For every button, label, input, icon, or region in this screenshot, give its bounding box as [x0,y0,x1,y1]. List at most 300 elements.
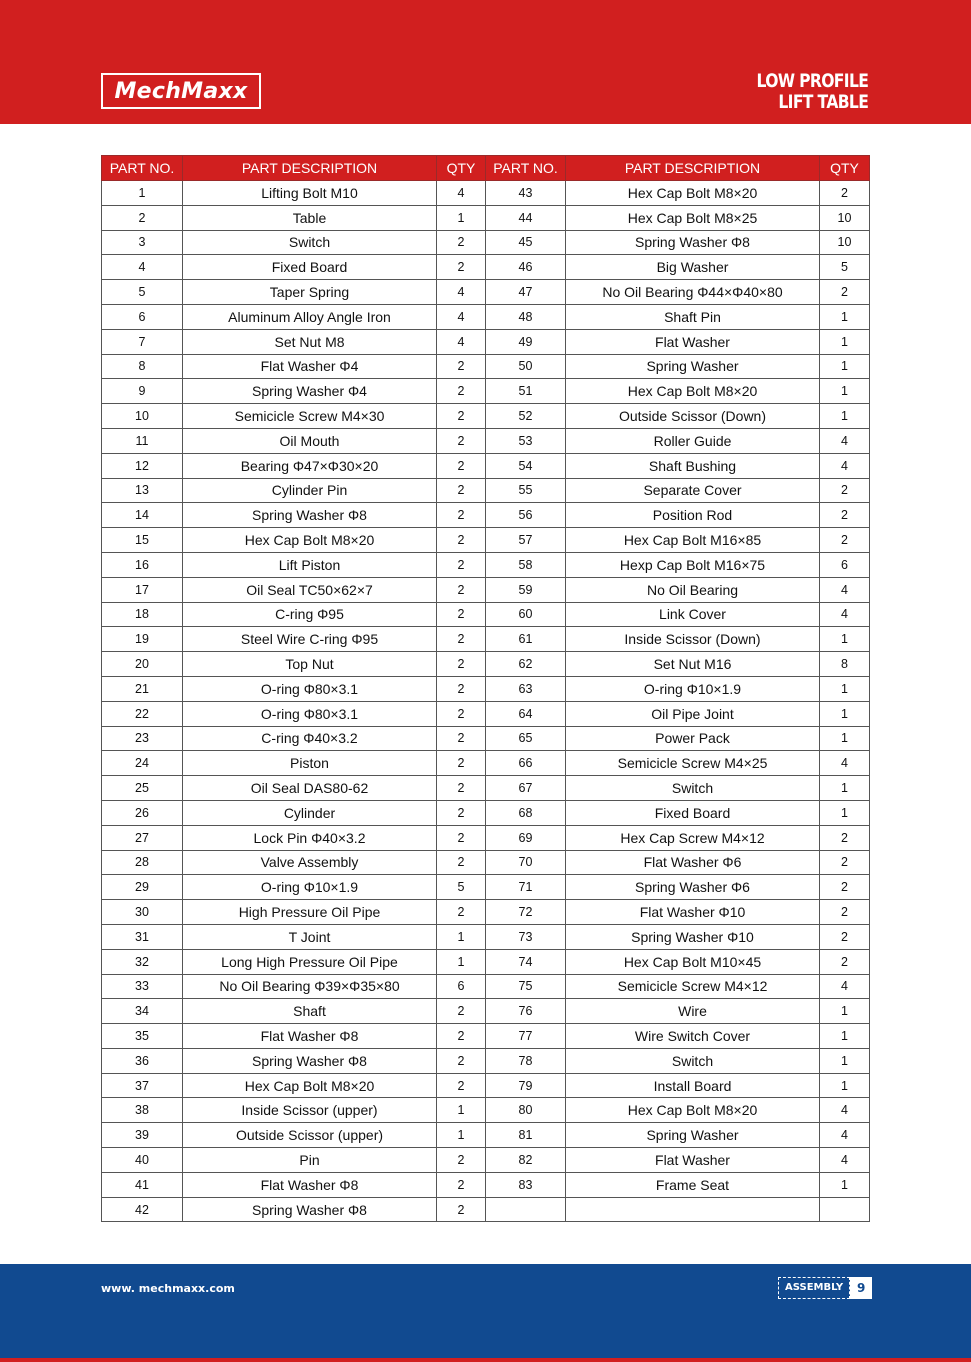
description-cell-left: Cylinder Pin [183,478,437,503]
part-no-cell-right [486,1197,566,1222]
part-no-cell-left: 5 [102,280,183,305]
part-no-cell-left: 4 [102,255,183,280]
part-no-cell-left: 42 [102,1197,183,1222]
part-no-cell-right: 60 [486,602,566,627]
qty-cell-left: 2 [437,850,486,875]
header-part-no-right: PART NO. [486,156,566,181]
part-no-cell-right: 62 [486,652,566,677]
part-no-cell-left: 34 [102,999,183,1024]
description-cell-left: O-ring Φ10×1.9 [183,875,437,900]
table-row [102,280,870,305]
table-row [102,825,870,850]
qty-cell-right: 2 [820,503,870,528]
description-cell-right: Hexp Cap Bolt M16×75 [566,552,820,577]
part-no-cell-right: 54 [486,453,566,478]
qty-cell-right: 1 [820,1073,870,1098]
qty-cell-left: 2 [437,627,486,652]
qty-cell-left: 2 [437,900,486,925]
part-no-cell-left: 12 [102,453,183,478]
description-cell-left: Flat Washer Φ8 [183,1172,437,1197]
part-no-cell-left: 20 [102,652,183,677]
header-qty-right: QTY [820,156,870,181]
qty-cell-right: 1 [820,379,870,404]
part-no-cell-right: 68 [486,800,566,825]
part-no-cell-right: 57 [486,528,566,553]
description-cell-left: Spring Washer Φ8 [183,503,437,528]
table-row [102,974,870,999]
part-no-cell-left: 30 [102,900,183,925]
part-no-cell-left: 33 [102,974,183,999]
part-no-cell-left: 16 [102,552,183,577]
description-cell-right: Spring Washer Φ6 [566,875,820,900]
part-no-cell-right: 78 [486,1048,566,1073]
qty-cell-left: 1 [437,924,486,949]
table-row [102,453,870,478]
description-cell-left: Spring Washer Φ8 [183,1048,437,1073]
part-no-cell-left: 15 [102,528,183,553]
qty-cell-right: 10 [820,205,870,230]
part-no-cell-right: 66 [486,751,566,776]
qty-cell-left: 2 [437,230,486,255]
qty-cell-right: 1 [820,329,870,354]
qty-cell-left: 2 [437,800,486,825]
part-no-cell-right: 82 [486,1148,566,1173]
qty-cell-left: 2 [437,701,486,726]
section-label: ASSEMBLY [778,1277,850,1299]
part-no-cell-right: 61 [486,627,566,652]
website-url: www. mechmaxx.com [101,1282,235,1295]
description-cell-left: C-ring Φ95 [183,602,437,627]
description-cell-left: Spring Washer Φ8 [183,1197,437,1222]
part-no-cell-right: 45 [486,230,566,255]
description-cell-right: Hex Cap Bolt M16×85 [566,528,820,553]
part-no-cell-left: 36 [102,1048,183,1073]
qty-cell-right: 10 [820,230,870,255]
table-row [102,1197,870,1222]
table-row [102,924,870,949]
document-title [756,71,868,113]
description-cell-right: Roller Guide [566,428,820,453]
description-cell-right: Oil Pipe Joint [566,701,820,726]
table-row [102,379,870,404]
description-cell-right: Flat Washer [566,1148,820,1173]
description-cell-right: Wire [566,999,820,1024]
part-no-cell-right: 55 [486,478,566,503]
parts-list-table [101,155,870,1222]
table-row [102,428,870,453]
qty-cell-left: 1 [437,949,486,974]
part-no-cell-left: 23 [102,726,183,751]
description-cell-left: Bearing Φ47×Φ30×20 [183,453,437,478]
part-no-cell-left: 41 [102,1172,183,1197]
part-no-cell-left: 17 [102,577,183,602]
qty-cell-right: 4 [820,428,870,453]
part-no-cell-right: 50 [486,354,566,379]
description-cell-left: Pin [183,1148,437,1173]
qty-cell-right: 2 [820,181,870,206]
description-cell-right: Hex Cap Screw M4×12 [566,825,820,850]
description-cell-left: Spring Washer Φ4 [183,379,437,404]
table-row [102,1172,870,1197]
part-no-cell-left: 3 [102,230,183,255]
description-cell-right: Spring Washer [566,354,820,379]
description-cell-right: Shaft Bushing [566,453,820,478]
description-cell-right: Set Nut M16 [566,652,820,677]
qty-cell-right: 1 [820,627,870,652]
table-row [102,1048,870,1073]
table-header-row [102,156,870,181]
part-no-cell-right: 56 [486,503,566,528]
table-row [102,577,870,602]
part-no-cell-left: 9 [102,379,183,404]
description-cell-left: High Pressure Oil Pipe [183,900,437,925]
description-cell-right: O-ring Φ10×1.9 [566,676,820,701]
description-cell-left: Set Nut M8 [183,329,437,354]
description-cell-right: Install Board [566,1073,820,1098]
table-row [102,181,870,206]
description-cell-right: Fixed Board [566,800,820,825]
table-row [102,230,870,255]
description-cell-right: No Oil Bearing [566,577,820,602]
part-no-cell-left: 31 [102,924,183,949]
description-cell-right: Position Rod [566,503,820,528]
description-cell-right: Power Pack [566,726,820,751]
part-no-cell-left: 35 [102,1024,183,1049]
qty-cell-left: 6 [437,974,486,999]
table-row [102,1148,870,1173]
part-no-cell-left: 38 [102,1098,183,1123]
qty-cell-left: 2 [437,379,486,404]
part-no-cell-left: 1 [102,181,183,206]
part-no-cell-right: 63 [486,676,566,701]
qty-cell-right: 1 [820,1172,870,1197]
qty-cell-left: 2 [437,602,486,627]
description-cell-left: C-ring Φ40×3.2 [183,726,437,751]
qty-cell-right: 1 [820,726,870,751]
part-no-cell-right: 69 [486,825,566,850]
qty-cell-right: 4 [820,577,870,602]
table-row [102,255,870,280]
description-cell-left: Table [183,205,437,230]
table-row [102,552,870,577]
part-no-cell-right: 79 [486,1073,566,1098]
description-cell-left: Outside Scissor (upper) [183,1123,437,1148]
description-cell-left: Taper Spring [183,280,437,305]
qty-cell-left: 2 [437,552,486,577]
part-no-cell-left: 14 [102,503,183,528]
description-cell-right: Frame Seat [566,1172,820,1197]
qty-cell-left: 4 [437,280,486,305]
table-row [102,1073,870,1098]
description-cell-left: O-ring Φ80×3.1 [183,676,437,701]
description-cell-left: Semicicle Screw M4×30 [183,404,437,429]
page-footer [0,1264,971,1362]
description-cell-right: Flat Washer Φ6 [566,850,820,875]
qty-cell-left: 2 [437,676,486,701]
qty-cell-right: 4 [820,1148,870,1173]
description-cell-left: Switch [183,230,437,255]
table-row [102,354,870,379]
qty-cell-left: 2 [437,255,486,280]
table-row [102,1123,870,1148]
table-row [102,1024,870,1049]
qty-cell-left: 5 [437,875,486,900]
table-row [102,602,870,627]
table-row [102,701,870,726]
part-no-cell-right: 80 [486,1098,566,1123]
description-cell-right: Outside Scissor (Down) [566,404,820,429]
part-no-cell-right: 48 [486,304,566,329]
table-row [102,329,870,354]
qty-cell-left: 1 [437,205,486,230]
part-no-cell-left: 40 [102,1148,183,1173]
part-no-cell-left: 7 [102,329,183,354]
description-cell-right: Spring Washer Φ8 [566,230,820,255]
part-no-cell-right: 65 [486,726,566,751]
part-no-cell-left: 28 [102,850,183,875]
description-cell-right: Semicicle Screw M4×25 [566,751,820,776]
parts-table-body [102,181,870,1222]
part-no-cell-right: 70 [486,850,566,875]
header-qty-left: QTY [437,156,486,181]
part-no-cell-left: 39 [102,1123,183,1148]
description-cell-left: Oil Seal DAS80-62 [183,776,437,801]
part-no-cell-left: 11 [102,428,183,453]
qty-cell-left: 2 [437,354,486,379]
description-cell-left: Top Nut [183,652,437,677]
qty-cell-left: 2 [437,478,486,503]
qty-cell-right: 1 [820,999,870,1024]
qty-cell-right: 1 [820,304,870,329]
part-no-cell-right: 46 [486,255,566,280]
description-cell-right: Hex Cap Bolt M8×25 [566,205,820,230]
description-cell-right: Wire Switch Cover [566,1024,820,1049]
part-no-cell-left: 26 [102,800,183,825]
qty-cell-left: 2 [437,1172,486,1197]
description-cell-right: Switch [566,776,820,801]
description-cell-left: Oil Seal TC50×62×7 [183,577,437,602]
description-cell-left: No Oil Bearing Φ39×Φ35×80 [183,974,437,999]
table-row [102,751,870,776]
part-no-cell-left: 32 [102,949,183,974]
description-cell-left: Lock Pin Φ40×3.2 [183,825,437,850]
part-no-cell-right: 75 [486,974,566,999]
table-row [102,875,870,900]
description-cell-left: Flat Washer Φ8 [183,1024,437,1049]
table-row [102,652,870,677]
qty-cell-right: 1 [820,404,870,429]
description-cell-left: Flat Washer Φ4 [183,354,437,379]
qty-cell-left: 2 [437,528,486,553]
qty-cell-left: 2 [437,404,486,429]
part-no-cell-right: 74 [486,949,566,974]
part-no-cell-left: 13 [102,478,183,503]
brand-logo-text: MechMaxx [114,78,248,104]
qty-cell-left: 4 [437,329,486,354]
part-no-cell-left: 27 [102,825,183,850]
part-no-cell-right: 73 [486,924,566,949]
header-description-left: PART DESCRIPTION [183,156,437,181]
description-cell-right: Switch [566,1048,820,1073]
table-row [102,949,870,974]
description-cell-right: Link Cover [566,602,820,627]
description-cell-right: Spring Washer [566,1123,820,1148]
parts-list-table-container [101,155,869,1222]
part-no-cell-right: 67 [486,776,566,801]
part-no-cell-right: 51 [486,379,566,404]
qty-cell-right: 4 [820,751,870,776]
qty-cell-right: 4 [820,1123,870,1148]
part-no-cell-right: 52 [486,404,566,429]
description-cell-right: Flat Washer Φ10 [566,900,820,925]
part-no-cell-right: 49 [486,329,566,354]
qty-cell-left: 4 [437,181,486,206]
description-cell-right: Semicicle Screw M4×12 [566,974,820,999]
table-row [102,528,870,553]
qty-cell-left: 2 [437,1197,486,1222]
description-cell-right: Hex Cap Bolt M8×20 [566,181,820,206]
part-no-cell-left: 37 [102,1073,183,1098]
table-row [102,850,870,875]
description-cell-left: T Joint [183,924,437,949]
table-row [102,404,870,429]
description-cell-right: Hex Cap Bolt M8×20 [566,379,820,404]
qty-cell-left: 2 [437,428,486,453]
part-no-cell-left: 2 [102,205,183,230]
description-cell-left: Steel Wire C-ring Φ95 [183,627,437,652]
part-no-cell-left: 6 [102,304,183,329]
description-cell-right: Big Washer [566,255,820,280]
table-row [102,1098,870,1123]
table-row [102,726,870,751]
part-no-cell-right: 83 [486,1172,566,1197]
table-row [102,999,870,1024]
qty-cell-right: 1 [820,676,870,701]
part-no-cell-right: 77 [486,1024,566,1049]
qty-cell-right: 4 [820,1098,870,1123]
title-line-1: LOW PROFILE [756,70,868,92]
description-cell-left: Lift Piston [183,552,437,577]
qty-cell-right: 1 [820,800,870,825]
header-description-right: PART DESCRIPTION [566,156,820,181]
description-cell-right: Separate Cover [566,478,820,503]
description-cell-left: Lifting Bolt M10 [183,181,437,206]
description-cell-right: Shaft Pin [566,304,820,329]
qty-cell-right: 1 [820,1048,870,1073]
qty-cell-left: 2 [437,825,486,850]
qty-cell-right: 2 [820,850,870,875]
qty-cell-left: 1 [437,1123,486,1148]
description-cell-left: Inside Scissor (upper) [183,1098,437,1123]
description-cell-left: Shaft [183,999,437,1024]
qty-cell-left: 2 [437,1148,486,1173]
qty-cell-right: 1 [820,776,870,801]
qty-cell-left: 2 [437,1024,486,1049]
description-cell-left: Long High Pressure Oil Pipe [183,949,437,974]
table-row [102,900,870,925]
section-badge [778,1277,872,1299]
description-cell-right: Spring Washer Φ10 [566,924,820,949]
header-part-no-left: PART NO. [102,156,183,181]
qty-cell-right: 2 [820,875,870,900]
qty-cell-left: 2 [437,503,486,528]
qty-cell-right: 5 [820,255,870,280]
description-cell-right: Flat Washer [566,329,820,354]
qty-cell-right: 8 [820,652,870,677]
part-no-cell-left: 29 [102,875,183,900]
qty-cell-right: 2 [820,280,870,305]
part-no-cell-right: 58 [486,552,566,577]
part-no-cell-right: 53 [486,428,566,453]
qty-cell-right: 1 [820,354,870,379]
description-cell-left: Cylinder [183,800,437,825]
qty-cell-left: 2 [437,776,486,801]
description-cell-left: Valve Assembly [183,850,437,875]
table-row [102,800,870,825]
qty-cell-left: 2 [437,999,486,1024]
brand-logo [101,73,261,109]
part-no-cell-left: 24 [102,751,183,776]
description-cell-left: Hex Cap Bolt M8×20 [183,1073,437,1098]
qty-cell-right [820,1197,870,1222]
table-row [102,478,870,503]
qty-cell-left: 2 [437,652,486,677]
qty-cell-left: 2 [437,751,486,776]
table-row [102,776,870,801]
table-row [102,205,870,230]
qty-cell-right: 2 [820,924,870,949]
description-cell-right [566,1197,820,1222]
qty-cell-left: 2 [437,453,486,478]
table-row [102,503,870,528]
qty-cell-right: 1 [820,1024,870,1049]
qty-cell-left: 2 [437,1073,486,1098]
part-no-cell-left: 18 [102,602,183,627]
qty-cell-left: 2 [437,726,486,751]
title-line-2: LIFT TABLE [778,91,868,113]
description-cell-right: Inside Scissor (Down) [566,627,820,652]
part-no-cell-right: 44 [486,205,566,230]
part-no-cell-right: 71 [486,875,566,900]
part-no-cell-left: 8 [102,354,183,379]
part-no-cell-right: 47 [486,280,566,305]
qty-cell-right: 2 [820,949,870,974]
part-no-cell-right: 59 [486,577,566,602]
qty-cell-right: 4 [820,453,870,478]
qty-cell-right: 4 [820,974,870,999]
bottom-accent-strip [0,1358,971,1362]
page-number: 9 [850,1277,872,1299]
part-no-cell-right: 81 [486,1123,566,1148]
table-row [102,627,870,652]
part-no-cell-right: 72 [486,900,566,925]
qty-cell-left: 2 [437,577,486,602]
table-row [102,676,870,701]
description-cell-right: Hex Cap Bolt M8×20 [566,1098,820,1123]
qty-cell-right: 1 [820,701,870,726]
qty-cell-left: 2 [437,1048,486,1073]
qty-cell-right: 4 [820,602,870,627]
part-no-cell-left: 21 [102,676,183,701]
description-cell-left: Aluminum Alloy Angle Iron [183,304,437,329]
part-no-cell-right: 76 [486,999,566,1024]
qty-cell-right: 2 [820,478,870,503]
description-cell-right: Hex Cap Bolt M10×45 [566,949,820,974]
description-cell-right: No Oil Bearing Φ44×Φ40×80 [566,280,820,305]
description-cell-left: Piston [183,751,437,776]
part-no-cell-right: 43 [486,181,566,206]
part-no-cell-left: 10 [102,404,183,429]
